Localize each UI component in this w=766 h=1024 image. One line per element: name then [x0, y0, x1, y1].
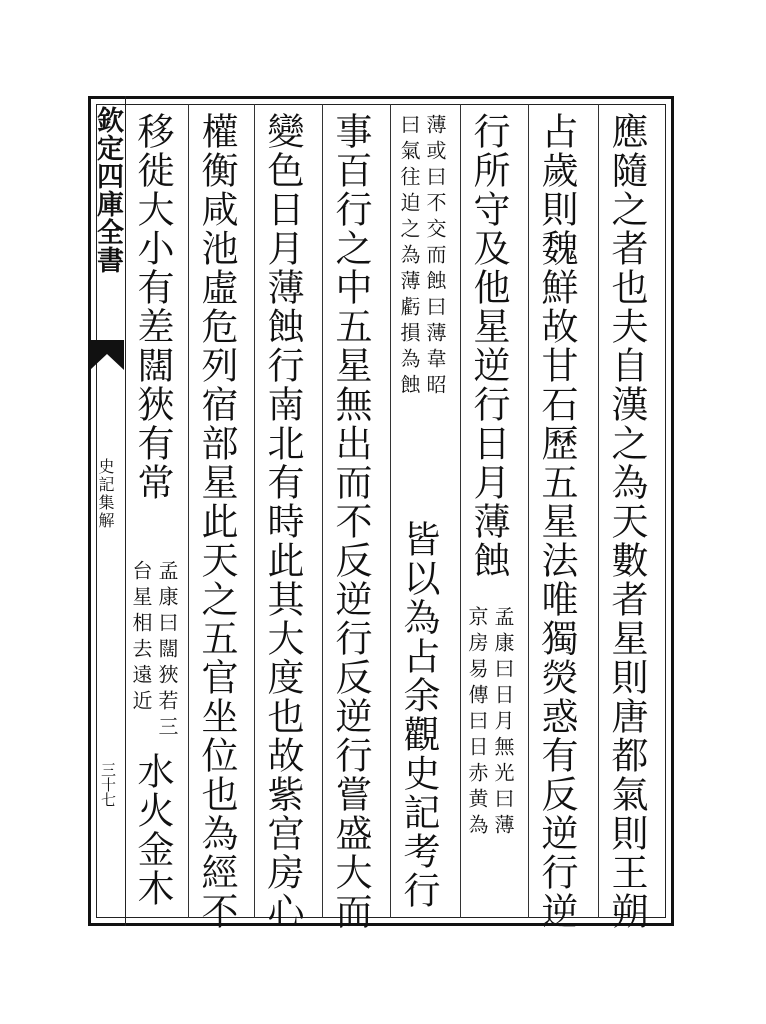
text-column-2: 占歲則魏鮮故甘石歷五星法唯獨熒惑有反逆行逆	[535, 112, 578, 931]
commentary-left: 台星相去遠近	[129, 560, 153, 716]
column-rule	[322, 104, 323, 918]
text-column-3-main: 行所守及他星逆行日月薄蝕	[467, 112, 510, 580]
column-rule	[188, 104, 189, 918]
column-rule	[254, 104, 255, 918]
column-rule	[390, 104, 391, 918]
commentary-right: 孟康曰日月無光曰薄	[491, 606, 515, 840]
text-column-5: 事百行之中五星無出而不反逆行反逆行嘗盛大而	[329, 112, 372, 931]
collection-title: 欽定四庫全書	[92, 106, 123, 274]
page-number: 三十七	[99, 762, 117, 807]
commentary-left: 京房易傳曰日赤黄為	[465, 606, 489, 840]
commentary-left: 曰氣往迫之為薄虧損為蝕	[397, 114, 421, 400]
book-title: 史記集解	[96, 458, 115, 530]
text-column-6: 變色日月薄蝕行南北有時此其大度也故紫宫房心	[261, 112, 304, 931]
page-border-inner	[96, 104, 666, 918]
text-column-4-main: 皆以為占余觀史記考行	[397, 520, 440, 910]
text-column-4-commentary	[398, 114, 446, 400]
fish-tail-ornament-icon	[90, 340, 124, 370]
column-rule	[528, 104, 529, 918]
text-column-1: 應隨之者也夫自漢之為天數者星則唐都氣則王朔	[605, 112, 648, 931]
commentary-right: 孟康曰闊狹若三	[155, 560, 179, 742]
commentary-right: 薄或曰不交而蝕曰薄韋昭	[423, 114, 447, 400]
column-rule	[598, 104, 599, 918]
text-column-8-main: 移徙大小有差闊狹有常	[131, 112, 174, 502]
text-column-8-main-continued: 水火金木	[131, 752, 174, 908]
text-column-7: 權衡咸池虛危列宿部星此天之五官坐位也為經不	[195, 112, 238, 931]
column-rule	[460, 104, 461, 918]
text-column-8-commentary	[130, 560, 178, 742]
text-column-3-commentary	[466, 606, 514, 840]
